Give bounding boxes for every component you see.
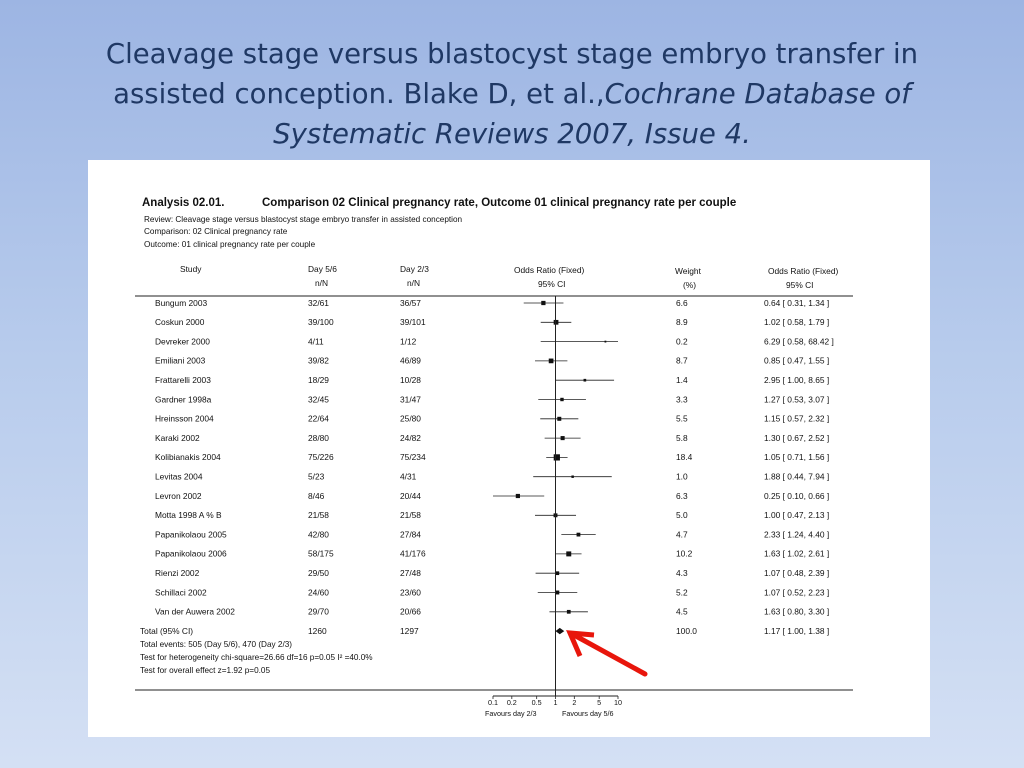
review-line: Review: Cleavage stage versus blastocyst stage embryo transfer in assisted conception	[144, 215, 463, 224]
day23-value: 25/80	[400, 413, 421, 424]
weight-value: 1.4	[676, 375, 688, 385]
day56-value: 28/80	[308, 432, 329, 443]
study-name: Coskun 2000	[155, 317, 205, 328]
point-estimate-box	[554, 320, 559, 325]
weight-value: 5.2	[676, 587, 688, 598]
axis-tick-label: 5	[597, 698, 602, 707]
day56-value: 32/61	[308, 297, 329, 308]
red-arrow-annotation	[570, 633, 645, 674]
point-estimate-box	[560, 398, 563, 401]
day56-value: 21/58	[308, 510, 329, 521]
day23-value: 10/28	[400, 375, 421, 385]
weight-value: 4.3	[676, 568, 688, 578]
favours-right-label: Favours day 5/6	[562, 709, 614, 718]
red-arrow-shaft	[574, 635, 645, 674]
day23-value: 24/82	[400, 432, 421, 443]
overall-effect-test: Test for overall effect z=1.92 p=0.05	[140, 666, 271, 675]
axis-tick-label: 2	[572, 698, 577, 707]
weight-value: 4.7	[676, 529, 688, 540]
weight-value: 1.0	[676, 471, 688, 482]
point-estimate-box	[577, 533, 581, 537]
study-name: Gardner 1998a	[155, 394, 212, 405]
odds-ratio-ci-value: 1.88 [ 0.44, 7.94 ]	[764, 471, 830, 482]
odds-ratio-ci-value: 1.15 [ 0.57, 2.32 ]	[764, 413, 830, 424]
study-rows	[140, 298, 834, 636]
study-name: Papanikolaou 2005	[155, 529, 227, 540]
day23-value: 39/101	[400, 317, 426, 328]
header-day23: Day 2/3	[400, 264, 429, 274]
day56-value: 29/50	[308, 568, 329, 578]
point-estimate-box	[561, 436, 565, 440]
study-name: Schillaci 2002	[155, 587, 207, 598]
odds-ratio-ci-value: 1.63 [ 1.02, 2.61 ]	[764, 548, 830, 559]
header-odds-ratio: Odds Ratio (Fixed)	[514, 265, 585, 275]
point-estimate-box	[571, 475, 573, 477]
day23-value: 41/176	[400, 548, 426, 559]
comparison-line: Comparison: 02 Clinical pregnancy rate	[144, 227, 288, 236]
header-pct: (%)	[683, 280, 697, 290]
weight-value: 3.3	[676, 394, 688, 405]
header-day56-nn: n/N	[315, 278, 329, 288]
odds-ratio-ci-value: 6.29 [ 0.58, 68.42 ]	[764, 336, 834, 347]
day56-value: 24/60	[308, 587, 329, 598]
axis-tick-label: 0.1	[488, 698, 498, 707]
forest-plot-svg	[88, 160, 930, 737]
day56-value: 32/45	[308, 394, 329, 405]
odds-ratio-ci-value: 1.17 [ 1.00, 1.38 ]	[764, 625, 830, 636]
pooled-diamond	[556, 628, 565, 634]
slide-title	[60, 34, 964, 154]
analysis-label: Analysis 02.01.	[142, 197, 225, 209]
day56-value: 75/226	[308, 452, 334, 463]
odds-ratio-ci-value: 0.85 [ 0.47, 1.55 ]	[764, 355, 830, 366]
point-estimate-box	[516, 494, 520, 498]
day23-value: 27/84	[400, 529, 421, 540]
day23-value: 31/47	[400, 394, 421, 405]
weight-value: 4.5	[676, 606, 688, 617]
day23-value: 21/58	[400, 510, 421, 521]
point-estimate-box	[605, 341, 607, 343]
title-line-3: Systematic Reviews 2007, Issue 4.	[273, 118, 751, 150]
day56-value: 29/70	[308, 606, 329, 617]
study-name: Devreker 2000	[155, 336, 210, 347]
analysis-description: Comparison 02 Clinical pregnancy rate, Outcome 01 clinical pregnancy rate per couple	[262, 197, 737, 209]
day56-value: 39/82	[308, 355, 329, 366]
weight-value: 5.5	[676, 413, 688, 424]
study-name: Karaki 2002	[155, 432, 200, 443]
weight-value: 8.7	[676, 355, 688, 366]
header-ci-2: 95% CI	[786, 280, 814, 290]
weight-value: 6.6	[676, 297, 688, 308]
day56-value: 4/11	[308, 336, 324, 347]
header-day23-nn: n/N	[407, 278, 421, 288]
forest-plot-figure	[88, 160, 930, 737]
x-axis	[488, 296, 622, 707]
heterogeneity-test: Test for heterogeneity chi-square=26.66 df=16 p=0.05 I² =40.0%	[140, 653, 373, 662]
point-estimate-box	[566, 551, 571, 556]
day23-value: 23/60	[400, 587, 421, 598]
point-estimate-box	[584, 379, 587, 382]
odds-ratio-ci-value: 1.05 [ 0.71, 1.56 ]	[764, 452, 830, 463]
title-line-2	[60, 74, 964, 114]
point-estimate-box	[554, 454, 560, 460]
day23-value: 1/12	[400, 336, 417, 347]
weight-value: 100.0	[676, 625, 697, 636]
study-name: Emiliani 2003	[155, 355, 206, 366]
total-events: Total events: 505 (Day 5/6), 470 (Day 2/3)	[140, 640, 292, 649]
header-study: Study	[180, 264, 202, 274]
day23-value: 20/44	[400, 490, 421, 501]
day23-value: 75/234	[400, 452, 426, 463]
odds-ratio-ci-value: 1.07 [ 0.52, 2.23 ]	[764, 587, 830, 598]
odds-ratio-ci-value: 1.27 [ 0.53, 3.07 ]	[764, 394, 830, 405]
day56-value: 8/46	[308, 490, 325, 501]
header-weight: Weight	[675, 266, 701, 276]
point-estimate-box	[567, 610, 571, 614]
odds-ratio-ci-value: 1.63 [ 0.80, 3.30 ]	[764, 606, 830, 617]
study-name: Van der Auwera 2002	[155, 606, 235, 617]
study-name: Kolibianakis 2004	[155, 452, 221, 463]
odds-ratio-ci-value: 2.95 [ 1.00, 8.65 ]	[764, 375, 830, 385]
day23-value: 36/57	[400, 297, 421, 308]
study-name: Frattarelli 2003	[155, 375, 211, 385]
title-line-1: Cleavage stage versus blastocyst stage embryo transfer in	[105, 38, 919, 70]
day56-value: 42/80	[308, 529, 329, 540]
total-label: Total (95% CI)	[140, 625, 194, 636]
day56-value: 22/64	[308, 413, 329, 424]
odds-ratio-ci-value: 1.00 [ 0.47, 2.13 ]	[764, 510, 830, 521]
odds-ratio-ci-value: 1.02 [ 0.58, 1.79 ]	[764, 317, 830, 328]
weight-value: 0.2	[676, 336, 688, 347]
title-journal: Cochrane Database of	[604, 78, 911, 110]
weight-value: 5.8	[676, 432, 688, 443]
header-ci: 95% CI	[538, 279, 566, 289]
study-name: Bungum 2003	[155, 297, 208, 308]
study-name: Levron 2002	[155, 490, 202, 501]
outcome-line: Outcome: 01 clinical pregnancy rate per couple	[144, 240, 316, 249]
point-estimate-box	[541, 301, 545, 305]
weight-value: 6.3	[676, 490, 688, 501]
header-day56: Day 5/6	[308, 264, 337, 274]
favours-left-label: Favours day 2/3	[485, 709, 537, 718]
day23-value: 1297	[400, 625, 419, 636]
title-citation: assisted conception. Blake D, et al.,	[113, 78, 605, 110]
day23-value: 27/48	[400, 568, 421, 578]
day56-value: 1260	[308, 625, 327, 636]
day23-value: 46/89	[400, 355, 421, 366]
day56-value: 5/23	[308, 471, 325, 482]
study-name: Papanikolaou 2006	[155, 548, 227, 559]
study-name: Rienzi 2002	[155, 568, 200, 578]
weight-value: 18.4	[676, 452, 693, 463]
odds-ratio-ci-value: 2.33 [ 1.24, 4.40 ]	[764, 529, 830, 540]
study-name: Levitas 2004	[155, 471, 203, 482]
odds-ratio-ci-value: 1.30 [ 0.67, 2.52 ]	[764, 432, 830, 443]
axis-tick-label: 0.2	[506, 698, 517, 707]
point-estimate-box	[549, 359, 554, 364]
day56-value: 18/29	[308, 375, 329, 385]
day56-value: 58/175	[308, 548, 334, 559]
axis-tick-label: 1	[553, 698, 558, 707]
study-name: Hreinsson 2004	[155, 413, 214, 424]
weight-value: 10.2	[676, 548, 693, 559]
axis-tick-label: 0.5	[531, 698, 542, 707]
point-estimate-box	[557, 417, 561, 421]
header-odds-ratio-2: Odds Ratio (Fixed)	[768, 266, 839, 276]
odds-ratio-ci-value: 0.25 [ 0.10, 0.66 ]	[764, 490, 830, 501]
axis-tick-label: 10	[614, 698, 622, 707]
study-name: Motta 1998 A % B	[155, 510, 222, 521]
point-estimate-box	[555, 571, 559, 575]
day56-value: 39/100	[308, 317, 334, 328]
weight-value: 8.9	[676, 317, 688, 328]
odds-ratio-ci-value: 1.07 [ 0.48, 2.39 ]	[764, 568, 830, 578]
odds-ratio-ci-value: 0.64 [ 0.31, 1.34 ]	[764, 297, 830, 308]
day23-value: 20/66	[400, 606, 421, 617]
day23-value: 4/31	[400, 471, 417, 482]
weight-value: 5.0	[676, 510, 688, 521]
